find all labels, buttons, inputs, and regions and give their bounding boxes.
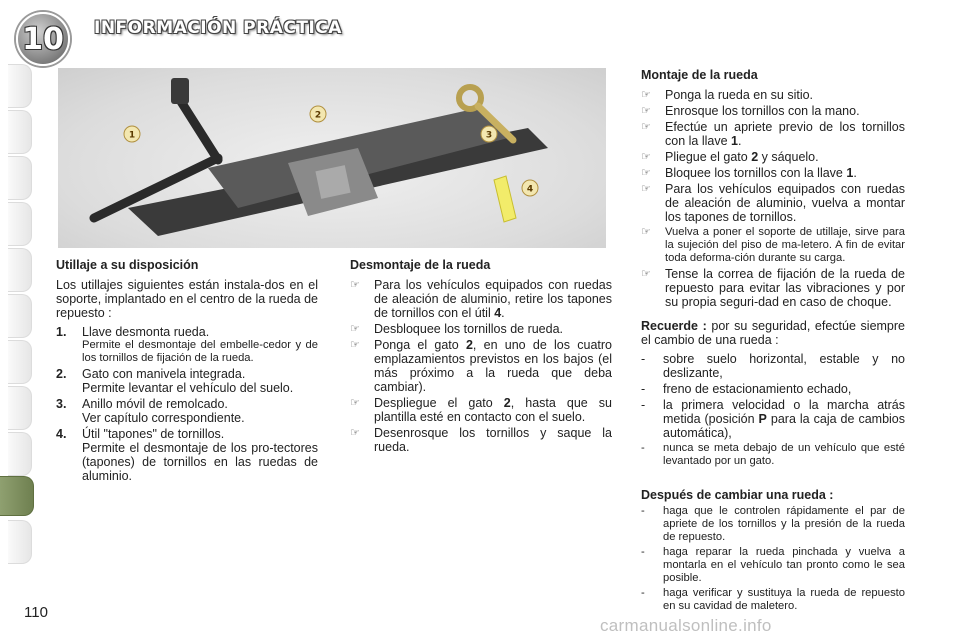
key-reference: 2 bbox=[465, 338, 473, 352]
reminder-item bbox=[641, 382, 905, 396]
reminder-item-text bbox=[663, 442, 905, 468]
text-part: sobre suelo horizontal, estable y no deslizante, bbox=[663, 352, 905, 380]
tool-number: 3. bbox=[56, 397, 67, 411]
key-reference: 1 bbox=[731, 134, 738, 148]
cap-tool bbox=[494, 176, 516, 222]
tool-label: Llave desmonta rueda. bbox=[82, 325, 210, 339]
removal-step-text bbox=[374, 338, 612, 394]
reminder-item-text bbox=[663, 398, 905, 440]
hand-pointer-icon: ☞ bbox=[641, 89, 651, 101]
chapter-tab[interactable] bbox=[8, 520, 32, 564]
mounting-step-text bbox=[665, 150, 905, 164]
text-part: Desenrosque los tornillos y saque la rueda. bbox=[374, 426, 612, 454]
wrench-handle bbox=[180, 100, 218, 160]
text-part: Vuelva a poner el soporte de utillaje, sirve para la sujeción del piso de ma-letero. A fin de evitar toda deforma-ción durante su carga. bbox=[665, 226, 905, 264]
chapter-tab-active[interactable] bbox=[0, 476, 34, 516]
key-reference: 2 bbox=[503, 396, 511, 410]
after-title: Después de cambiar una rueda : bbox=[641, 488, 834, 502]
key-reference: P bbox=[758, 412, 767, 426]
reminder-item bbox=[641, 352, 905, 380]
removal-step-text bbox=[374, 426, 612, 454]
tool-item bbox=[56, 367, 318, 395]
mounting-step bbox=[641, 88, 905, 102]
chapter-tab[interactable] bbox=[8, 248, 32, 292]
mounting-list bbox=[641, 88, 905, 309]
reminder-text: por su seguridad, efectúe siempre el cambio de una rueda : bbox=[641, 319, 906, 347]
page-title: INFORMACIÓN PRÁCTICA bbox=[94, 18, 342, 38]
mounting-step-text bbox=[665, 182, 905, 224]
dash-mark: - bbox=[641, 546, 645, 558]
text-part: y sáquelo. bbox=[758, 150, 819, 164]
text-part: nunca se meta debajo de un vehículo que esté levantado por un gato. bbox=[663, 442, 905, 467]
callout-2 bbox=[310, 106, 326, 122]
tool-label: Anillo móvil de remolcado. bbox=[82, 397, 228, 411]
text-part: para la caja de cambios automática), bbox=[663, 412, 905, 440]
callout-4 bbox=[522, 180, 538, 196]
after-list bbox=[641, 505, 905, 613]
text-part: , en uno de los cuatro emplazamientos previstos en los bajos (el más próximo a la rueda que deba cambiar). bbox=[374, 338, 612, 394]
tool-number: 1. bbox=[56, 325, 67, 339]
removal-step-text bbox=[374, 278, 612, 320]
svg-text:2: 2 bbox=[314, 110, 322, 121]
chapter-badge bbox=[16, 12, 70, 66]
text-part: . bbox=[853, 166, 857, 180]
tool-note: Permite el desmontaje de los pro-tectores (tapones) de tornillos en las ruedas de aluminio. bbox=[82, 441, 318, 483]
chapter-number: 10 bbox=[22, 21, 64, 57]
text-part: Tense la correa de fijación de la rueda de repuesto para evitar las vibraciones y por su propia seguri-dad en caso de choque. bbox=[665, 267, 905, 309]
mounting-step-text bbox=[665, 267, 905, 309]
watermark: carmanualsonline.info bbox=[600, 616, 772, 635]
reminder-paragraph bbox=[641, 319, 905, 347]
mounting-step bbox=[641, 226, 905, 265]
after-item bbox=[641, 546, 905, 585]
text-part: Ponga el gato bbox=[374, 338, 466, 352]
reminder-item bbox=[641, 442, 905, 468]
text-part: Para los vehículos equipados con ruedas de aleación de aluminio, retire los tapones de tornillos con el útil bbox=[374, 278, 612, 320]
hand-pointer-icon: ☞ bbox=[641, 167, 651, 179]
mounting-step bbox=[641, 120, 905, 148]
text-part: la primera velocidad o la marcha atrás metida (posición bbox=[663, 398, 905, 426]
hand-pointer-icon: ☞ bbox=[641, 268, 651, 280]
reminder-item bbox=[641, 398, 905, 440]
text-part: Enrosque los tornillos con la mano. bbox=[665, 104, 860, 118]
removal-step bbox=[350, 426, 612, 454]
tool-label: Útil "tapones" de tornillos. bbox=[82, 427, 225, 441]
hand-pointer-icon: ☞ bbox=[641, 183, 651, 195]
hand-pointer-icon: ☞ bbox=[641, 226, 651, 238]
toolkit-illustration bbox=[58, 68, 606, 248]
tool-note: Permite levantar el vehículo del suelo. bbox=[82, 381, 294, 395]
text-part: , hasta que su plantilla esté en contacto con el suelo. bbox=[374, 396, 612, 424]
text-part: Bloquee los tornillos con la llave bbox=[665, 166, 847, 180]
tool-item bbox=[56, 325, 318, 365]
tool-text bbox=[82, 397, 318, 425]
reminder-list bbox=[641, 352, 905, 468]
text-part: Pliegue el gato bbox=[665, 150, 752, 164]
hand-pointer-icon: ☞ bbox=[641, 121, 651, 133]
wrench-socket bbox=[171, 78, 189, 104]
svg-text:4: 4 bbox=[526, 184, 534, 195]
hand-pointer-icon: ☞ bbox=[641, 151, 651, 163]
text-part: Para los vehículos equipados con ruedas de aleación de aluminio, vuelva a montar los tapones de tornillos. bbox=[665, 182, 905, 224]
mounting-step bbox=[641, 166, 905, 180]
removal-step-text bbox=[374, 396, 612, 424]
key-reference: 2 bbox=[751, 150, 759, 164]
callout-3 bbox=[481, 126, 497, 142]
removal-section bbox=[350, 258, 612, 456]
tool-number: 2. bbox=[56, 367, 67, 381]
text-part: Desbloquee los tornillos de rueda. bbox=[374, 322, 564, 336]
mounting-section bbox=[641, 68, 905, 615]
chapter-tab[interactable] bbox=[8, 294, 32, 338]
key-reference: 4 bbox=[494, 306, 502, 320]
chapter-tab[interactable] bbox=[8, 202, 32, 246]
page-number: 110 bbox=[24, 604, 48, 621]
mounting-step bbox=[641, 104, 905, 118]
chapter-tab[interactable] bbox=[8, 432, 32, 476]
dash-mark: - bbox=[641, 505, 645, 517]
removal-step bbox=[350, 278, 612, 320]
chapter-tab[interactable] bbox=[8, 340, 32, 384]
dash-mark: - bbox=[641, 587, 645, 599]
mounting-step-text bbox=[665, 166, 905, 180]
text-part: . bbox=[501, 306, 505, 320]
tool-note: Ver capítulo correspondiente. bbox=[82, 411, 245, 425]
after-item bbox=[641, 505, 905, 544]
chapter-tab[interactable] bbox=[8, 64, 32, 108]
removal-title: Desmontaje de la rueda bbox=[350, 258, 491, 272]
after-item-text: haga verificar y sustituya la rueda de repuesto en su cavidad de maletero. bbox=[663, 587, 905, 612]
mounting-step-text bbox=[665, 120, 905, 148]
tool-text bbox=[82, 427, 318, 483]
tool-note: Permite el desmontaje del embelle-cedor y de los tornillos de fijación de la rueda. bbox=[82, 339, 318, 364]
hand-pointer-icon: ☞ bbox=[350, 279, 360, 291]
after-item bbox=[641, 587, 905, 613]
removal-step bbox=[350, 396, 612, 424]
after-item-text: haga que le controlen rápidamente el par de apriete de los tornillos y la presión de la rueda de repuesto. bbox=[663, 505, 905, 543]
removal-step-text bbox=[374, 322, 612, 336]
tool-label: Gato con manivela integrada. bbox=[82, 367, 246, 381]
tools-intro: Los utillajes siguientes están instala-dos en el soporte, implantado en el centro de la rueda de repuesto : bbox=[56, 278, 318, 320]
dash-mark: - bbox=[641, 382, 646, 396]
mounting-step bbox=[641, 182, 905, 224]
mounting-step-text bbox=[665, 88, 905, 102]
dash-mark: - bbox=[641, 442, 645, 454]
mounting-step bbox=[641, 267, 905, 309]
mounting-title: Montaje de la rueda bbox=[641, 68, 758, 82]
chapter-tab[interactable] bbox=[8, 386, 32, 430]
page-header bbox=[0, 0, 960, 62]
dash-mark: - bbox=[641, 352, 646, 366]
tool-text bbox=[82, 367, 318, 395]
removal-step bbox=[350, 322, 612, 336]
tools-list bbox=[56, 325, 318, 483]
svg-text:1: 1 bbox=[128, 130, 136, 141]
hand-pointer-icon: ☞ bbox=[641, 105, 651, 117]
hand-pointer-icon: ☞ bbox=[350, 397, 360, 409]
tools-section bbox=[56, 258, 318, 485]
tool-number: 4. bbox=[56, 427, 67, 441]
mounting-step-text bbox=[665, 226, 905, 265]
callout-1 bbox=[124, 126, 140, 142]
reminder-label: Recuerde : bbox=[641, 319, 707, 333]
hand-pointer-icon: ☞ bbox=[350, 339, 360, 351]
after-item-text: haga reparar la rueda pinchada y vuelva a montarla en el vehículo tan pronto como le sea posible. bbox=[663, 546, 905, 584]
text-part: . bbox=[737, 134, 742, 148]
text-part: Ponga la rueda en su sitio. bbox=[665, 88, 814, 102]
chapter-tab[interactable] bbox=[8, 156, 32, 200]
chapter-tabs bbox=[0, 64, 34, 584]
removal-list bbox=[350, 278, 612, 454]
mounting-step bbox=[641, 150, 905, 164]
reminder-item-text bbox=[663, 382, 905, 396]
tools-title: Utillaje a su disposición bbox=[56, 258, 199, 272]
tool-item bbox=[56, 397, 318, 425]
chapter-tab[interactable] bbox=[8, 110, 32, 154]
dash-mark: - bbox=[641, 398, 646, 412]
hand-pointer-icon: ☞ bbox=[350, 427, 360, 439]
toolkit-drawing bbox=[58, 68, 606, 248]
svg-text:3: 3 bbox=[485, 130, 493, 141]
removal-step bbox=[350, 338, 612, 394]
mounting-step-text bbox=[665, 104, 905, 118]
key-reference: 1 bbox=[846, 166, 854, 180]
text-part: Efectúe un apriete previo de los tornillos con la llave bbox=[665, 120, 905, 148]
tool-text bbox=[82, 325, 318, 365]
hand-pointer-icon: ☞ bbox=[350, 323, 360, 335]
tool-item bbox=[56, 427, 318, 483]
text-part: Despliegue el gato bbox=[374, 396, 504, 410]
reminder-item-text bbox=[663, 352, 905, 380]
text-part: freno de estacionamiento echado, bbox=[663, 382, 852, 396]
